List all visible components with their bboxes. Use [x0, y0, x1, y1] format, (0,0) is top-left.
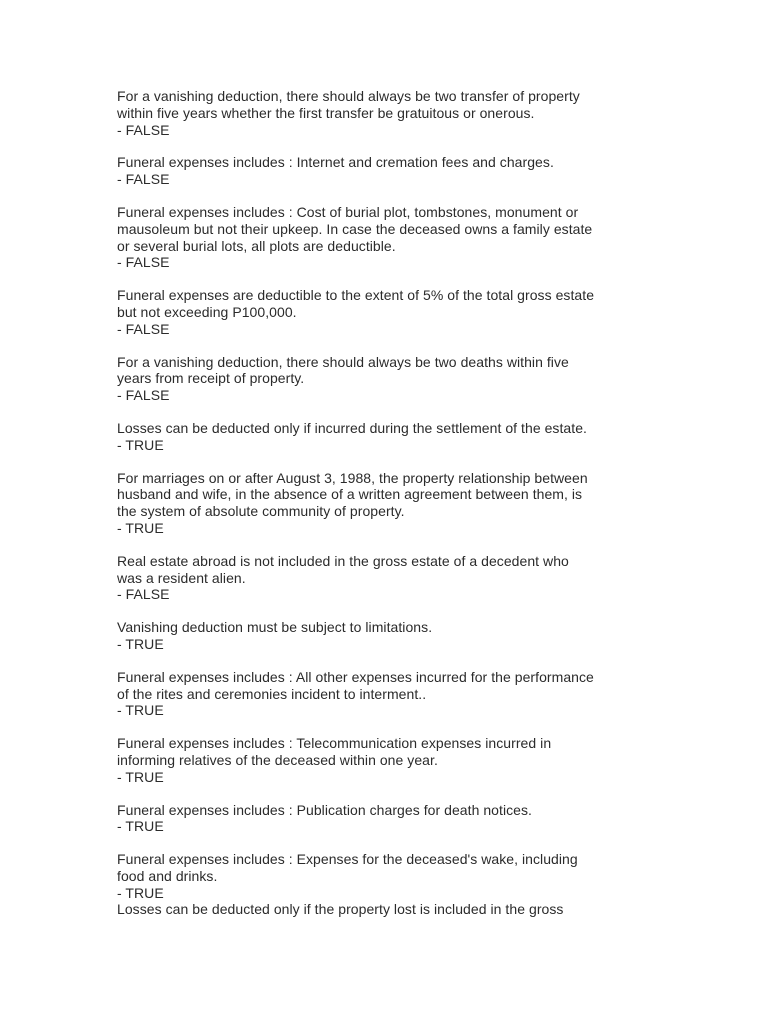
question-line: informing relatives of the deceased within one year.	[117, 751, 438, 768]
answer-line: - TRUE	[117, 519, 164, 536]
question-line: Funeral expenses includes : Publication charges for death notices.	[117, 801, 532, 818]
answer-line: - TRUE	[117, 702, 164, 719]
qa-item	[117, 669, 677, 719]
answer-line: - FALSE	[117, 254, 170, 271]
question-line: For marriages on or after August 3, 1988, the property relationship between	[117, 469, 588, 486]
question-line: Funeral expenses includes : Telecommunication expenses incurred in	[117, 735, 552, 752]
question-line: husband and wife, in the absence of a written agreement between them, is	[117, 486, 583, 503]
question-line: Real estate abroad is not included in the gross estate of a decedent who	[117, 552, 569, 569]
answer-line: - TRUE	[117, 635, 164, 652]
qa-item	[117, 851, 677, 901]
question-line: of the rites and ceremonies incident to interment..	[117, 685, 427, 702]
question-line: Vanishing deduction must be subject to limitations.	[117, 619, 433, 636]
qa-item	[117, 619, 677, 653]
question-line: Funeral expenses are deductible to the extent of 5% of the total gross estate	[117, 287, 595, 304]
answer-line: - TRUE	[117, 884, 164, 901]
question-line: Funeral expenses includes : Cost of burial plot, tombstones, monument or	[117, 203, 579, 220]
question-line: was a resident alien.	[117, 569, 246, 586]
qa-item	[117, 802, 677, 836]
qa-item	[117, 735, 677, 785]
qa-item	[117, 470, 677, 537]
answer-line: - FALSE	[117, 121, 170, 138]
qa-item	[117, 88, 677, 138]
answer-line: - FALSE	[117, 171, 170, 188]
question-line: or several burial lots, all plots are deductible.	[117, 237, 396, 254]
question-line: For a vanishing deduction, there should always be two transfer of property	[117, 88, 580, 104]
answer-line: - FALSE	[117, 320, 170, 337]
document-body	[117, 88, 677, 934]
question-line: food and drinks.	[117, 867, 218, 884]
qa-item	[117, 901, 677, 918]
question-line: Funeral expenses includes : Internet and cremation fees and charges.	[117, 154, 554, 171]
qa-item	[117, 154, 677, 188]
qa-item	[117, 420, 677, 454]
qa-item	[117, 287, 677, 337]
answer-line: - TRUE	[117, 436, 164, 453]
question-line: For a vanishing deduction, there should always be two deaths within five	[117, 353, 569, 370]
answer-line: - FALSE	[117, 586, 170, 603]
question-line: within five years whether the first transfer be gratuitous or onerous.	[117, 104, 535, 121]
qa-item	[117, 354, 677, 404]
answer-line: - TRUE	[117, 768, 164, 785]
question-line: years from receipt of property.	[117, 370, 305, 387]
question-line: Funeral expenses includes : Expenses for the deceased's wake, including	[117, 851, 578, 868]
qa-item	[117, 553, 677, 603]
question-line: Losses can be deducted only if the property lost is included in the gross	[117, 901, 564, 918]
question-line: but not exceeding P100,000.	[117, 303, 297, 320]
qa-item	[117, 204, 677, 271]
answer-line: - TRUE	[117, 818, 164, 835]
question-line: Funeral expenses includes : All other expenses incurred for the performance	[117, 668, 594, 685]
question-line: Losses can be deducted only if incurred during the settlement of the estate.	[117, 419, 587, 436]
question-line: the system of absolute community of property.	[117, 503, 405, 520]
answer-line: - FALSE	[117, 387, 170, 404]
question-line: mausoleum but not their upkeep. In case the deceased owns a family estate	[117, 220, 593, 237]
